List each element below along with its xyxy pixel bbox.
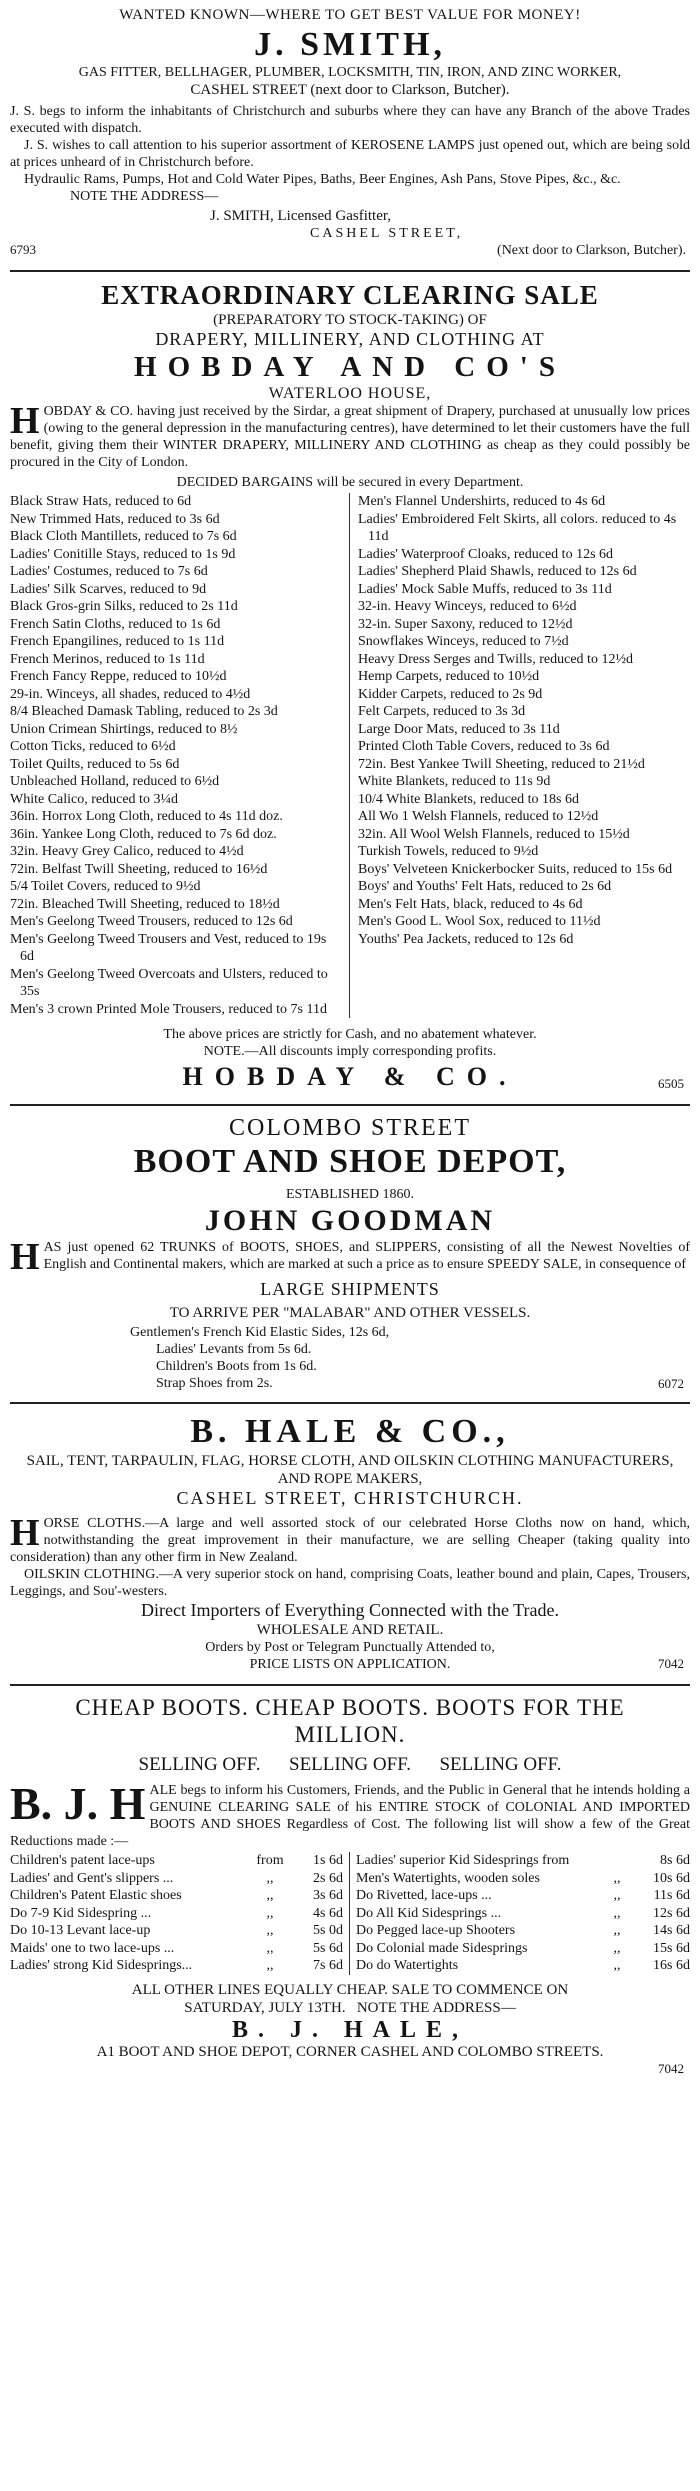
price-item: 29-in. Winceys, all shades, reduced to 4½d [10, 686, 251, 702]
price-row [10, 1905, 343, 1923]
price-item: Felt Carpets, reduced to 3s 3d [358, 704, 526, 719]
hobday-name: HOBDAY AND CO'S [134, 351, 566, 383]
goodman-item: Gentlemen's French Kid Elastic Sides, 12s 6d, [130, 1325, 390, 1340]
price-item: Ladies' Costumes, reduced to 7s 6d [10, 564, 208, 579]
cheap-footer3: B. J. HALE, [231, 2016, 469, 2043]
cheap-heading1: CHEAP BOOTS. CHEAP BOOTS. BOOTS FOR THE [75, 1695, 625, 1720]
price-item: French Merinos, reduced to 1s 11d [10, 651, 205, 667]
price-item: 72in. Bleached Twill Sheeting, reduced to 18½d [10, 896, 280, 912]
item-price: 12s 6d [653, 1905, 690, 1921]
price-item: Snowflakes Winceys, reduced to 7½d [358, 634, 569, 649]
price-item: Printed Cloth Table Covers, reduced to 3s 6d [358, 739, 610, 754]
smith-headline: WANTED KNOWN—WHERE TO GET BEST VALUE FOR MONEY! [119, 7, 581, 23]
item-name: Ladies' strong Kid Sidesprings... [10, 1958, 193, 1973]
hobday-title: EXTRAORDINARY CLEARING SALE [101, 280, 599, 310]
price-item: 8/4 Bleached Damask Tabling, reduced to 2s 3d [10, 704, 278, 719]
price-row [10, 1852, 343, 1870]
item-from: ,, [613, 1870, 621, 1886]
smith-body2: J. S. wishes to call attention to his superior assortment of KEROSENE LAMPS just opened out, which are being sold at prices unheard of in Christchurch before. [10, 138, 690, 170]
price-item: Ladies' Shepherd Plaid Shawls, reduced to 12s 6d [358, 564, 637, 579]
price-row [356, 1922, 690, 1940]
item-name: Children's patent lace-ups [10, 1853, 155, 1868]
hale-trades: SAIL, TENT, TARPAULIN, FLAG, HORSE CLOTH, AND OILSKIN CLOTHING MANUFACTURERS, AND ROPE MAKERS, [26, 1453, 674, 1487]
price-item: Union Crimean Shirtings, reduced to 8½ [10, 721, 238, 737]
price-item: Men's Geelong Tweed Trousers and Vest, reduced to 19s 6d [10, 931, 327, 964]
price-item: 32-in. Super Saxony, reduced to 12½d [358, 616, 573, 632]
item-name: Do Pegged lace-up Shooters [356, 1923, 516, 1938]
goodman-body [10, 1236, 690, 1278]
price-item: Men's Geelong Tweed Overcoats and Ulsters, reduced to 35s [10, 966, 328, 999]
smith-body3: Hydraulic Rams, Pumps, Hot and Cold Water Pipes, Baths, Beer Engines, Ash Pans, Stove Pipes, &c., &c. [24, 172, 621, 187]
item-from: from [256, 1853, 284, 1868]
item-price: 1s 6d [313, 1853, 343, 1868]
price-row [356, 1940, 690, 1958]
item-price: 11s 6d [653, 1888, 690, 1903]
smith-body1: J. S. begs to inform the inhabitants of Christchurch and suburbs where they can have any Branch of the above Trades executed with dispatch. [10, 104, 690, 136]
hobday-decided: DECIDED BARGAINS will be secured in every Department. [176, 475, 524, 490]
cheap-left-column [10, 1852, 350, 1975]
goodman-body-text: AS just opened 62 TRUNKS of BOOTS, SHOES, and SLIPPERS, consisting of all the Newest Novelties of English and Continental makers, which are marked at such a price as to ensure SPEEDY SALE, in consequence of [43, 1240, 690, 1272]
item-from: ,, [613, 1888, 621, 1903]
price-item: 32in. All Wool Welsh Flannels, reduced to 15½d [358, 826, 630, 842]
price-item: Men's Flannel Undershirts, reduced to 4s 6d [358, 494, 606, 509]
goodman-item: Strap Shoes from 2s. [156, 1376, 273, 1391]
cheap-price-table [10, 1852, 690, 1975]
cheap-code: 7042 [658, 2060, 684, 2076]
item-from: ,, [266, 1870, 274, 1886]
hobday-ad [10, 280, 690, 1094]
item-price: 5s 0d [313, 1923, 343, 1938]
price-item: Black Cloth Mantillets, reduced to 7s 6d [10, 529, 237, 544]
item-from: ,, [266, 1923, 274, 1938]
item-from: ,, [613, 1923, 621, 1938]
hobday-body [10, 400, 690, 471]
hobday-right-column [350, 493, 690, 1018]
price-item: Men's Geelong Tweed Trousers, reduced to 12s 6d [10, 914, 293, 929]
price-item: Ladies' Conitille Stays, reduced to 1s 9d [10, 546, 236, 562]
item-price: 4s 6d [313, 1905, 343, 1921]
price-row [10, 1940, 343, 1958]
price-item: Cotton Ticks, reduced to 6½d [10, 739, 176, 754]
item-price: 3s 6d [313, 1888, 343, 1903]
hobday-house: WATERLOO HOUSE, [268, 385, 432, 402]
dropcap-initials: B. J. H [10, 1778, 146, 1829]
price-item: Boys' Velveteen Knickerbocker Suits, reduced to 15s 6d [358, 861, 673, 877]
goodman-arrive: TO ARRIVE PER "MALABAR" AND OTHER VESSELS. [169, 1305, 531, 1321]
divider [10, 1104, 690, 1106]
goodman-title: BOOT AND SHOE DEPOT, [133, 1143, 567, 1180]
item-from: ,, [613, 1905, 621, 1921]
item-name: Do All Kid Sidesprings ... [356, 1905, 502, 1921]
item-price: 2s 6d [313, 1870, 343, 1886]
hale-price: PRICE LISTS ON APPLICATION. [249, 1657, 451, 1672]
dropcap-h: H [10, 1236, 40, 1278]
price-item: Turkish Towels, reduced to 9½d [358, 844, 539, 859]
price-item: White Calico, reduced to 3¼d [10, 791, 178, 807]
price-item: 36in. Yankee Long Cloth, reduced to 7s 6d doz. [10, 826, 277, 842]
price-item: Boys' and Youths' Felt Hats, reduced to 2s 6d [358, 879, 612, 894]
hale-orders: Orders by Post or Telegram Punctually Attended to, [205, 1640, 495, 1655]
goodman-shipments: LARGE SHIPMENTS [260, 1279, 440, 1299]
cheap-selling: SELLING OFF. SELLING OFF. SELLING OFF. [138, 1754, 562, 1775]
price-item: Large Door Mats, reduced to 3s 11d [358, 721, 560, 737]
item-from: ,, [613, 1940, 621, 1956]
price-item: French Satin Cloths, reduced to 1s 6d [10, 616, 221, 632]
hale-wholesale: WHOLESALE AND RETAIL. [256, 1622, 444, 1638]
hale-body1-text: ORSE CLOTHS.—A large and well assorted stock of our celebrated Horse Cloths now on hand, which, notwithstanding the great improvement in their manufacture, we are selling Cheaper (taking quality into consideration) than any other firm in New Zealand. [10, 1516, 690, 1565]
price-item: Youths' Pea Jackets, reduced to 12s 6d [358, 931, 574, 947]
hobday-footer: HOBDAY & CO. [182, 1062, 518, 1091]
goodman-item: Ladies' Levants from 5s 6d. [156, 1342, 312, 1357]
price-row [10, 1922, 343, 1940]
price-item: 36in. Horrox Long Cloth, reduced to 4s 11d doz. [10, 809, 283, 824]
price-row [356, 1957, 690, 1975]
item-price: 8s 6d [660, 1853, 690, 1868]
price-item: Ladies' Embroidered Felt Skirts, all colors. reduced to 4s 11d [358, 511, 677, 544]
hobday-note: NOTE.—All discounts imply corresponding profits. [203, 1044, 497, 1059]
price-item: French Fancy Reppe, reduced to 10½d [10, 669, 227, 684]
goodman-name: JOHN GOODMAN [204, 1204, 496, 1237]
smith-location: CASHEL STREET (next door to Clarkson, Butcher). [190, 82, 510, 98]
price-row [10, 1887, 343, 1905]
divider [10, 270, 690, 272]
smith-code: 6793 [10, 242, 36, 257]
goodman-ad [10, 1114, 690, 1392]
item-from [590, 1852, 644, 1870]
cheap-footer4: A1 BOOT AND SHOE DEPOT, CORNER CASHEL AND COLOMBO STREETS. [96, 2043, 604, 2060]
item-name: Do 7-9 Kid Sidespring ... [10, 1905, 152, 1921]
item-name: Do Colonial made Sidesprings [356, 1940, 528, 1956]
price-item: 32-in. Heavy Winceys, reduced to 6½d [358, 599, 577, 614]
item-name: Ladies' and Gent's slippers ... [10, 1870, 174, 1886]
goodman-est: ESTABLISHED 1860. [286, 1187, 414, 1202]
hobday-price-columns [10, 493, 690, 1018]
price-item: Toilet Quilts, reduced to 5s 6d [10, 756, 180, 772]
hale-name: B. HALE & CO., [190, 1413, 510, 1450]
price-item: Unbleached Holland, reduced to 6½d [10, 774, 220, 789]
item-price: 10s 6d [653, 1870, 690, 1886]
price-item: Men's 3 crown Printed Mole Trousers, reduced to 7s 11d [10, 1001, 327, 1017]
smith-sig-next: (Next door to Clarkson, Butcher). [497, 243, 686, 258]
price-row [356, 1905, 690, 1923]
price-item: Men's Felt Hats, black, reduced to 4s 6d [358, 896, 583, 912]
price-item: Ladies' Silk Scarves, reduced to 9d [10, 581, 207, 597]
item-name: Men's Watertights, wooden soles [356, 1870, 540, 1886]
dropcap-h: H [10, 1512, 40, 1554]
price-item: 5/4 Toilet Covers, reduced to 9½d [10, 879, 201, 894]
item-price: 7s 6d [313, 1958, 343, 1973]
price-item: French Epangilines, reduced to 1s 11d [10, 634, 225, 649]
item-name: Do 10-13 Levant lace-up [10, 1923, 151, 1938]
item-from: ,, [613, 1958, 621, 1973]
item-name: Ladies' superior Kid Sidesprings from [356, 1853, 570, 1868]
smith-sig: J. SMITH, Licensed Gasfitter, [210, 208, 392, 224]
price-item: Kidder Carpets, reduced to 2s 9d [358, 686, 543, 702]
price-item: White Blankets, reduced to 11s 9d [358, 774, 551, 789]
divider [10, 1402, 690, 1404]
price-item: Black Straw Hats, reduced to 6d [10, 494, 192, 509]
item-price: 5s 6d [313, 1940, 343, 1956]
price-item: 32in. Heavy Grey Calico, reduced to 4½d [10, 844, 244, 859]
price-item: 72in. Belfast Twill Sheeting, reduced to 16½d [10, 861, 268, 877]
hale-street: CASHEL STREET, CHRISTCHURCH. [176, 1488, 524, 1508]
price-item: 10/4 White Blankets, reduced to 18s 6d [358, 791, 579, 807]
smith-trades: GAS FITTER, BELLHAGER, PLUMBER, LOCKSMITH, TIN, IRON, AND ZINC WORKER, [78, 65, 622, 80]
goodman-code: 6072 [658, 1376, 684, 1391]
price-item: Ladies' Mock Sable Muffs, reduced to 3s 11d [358, 581, 612, 597]
item-price: 14s 6d [653, 1923, 690, 1938]
hale-body2: OILSKIN CLOTHING.—A very superior stock on hand, comprising Coats, leather bound and plain, Capes, Trousers, Leggings, and Sou'-westers. [10, 1567, 690, 1599]
cheap-intro-text: ALE begs to inform his Customers, Friends, and the Public in General that he intends holding a GENUINE CLEARING SALE of his ENTIRE STOCK of COLONIAL AND IMPORTED BOOTS AND SHOES Regardless of Cost. The following list will show a few of the Great Reductions made :— [10, 1783, 690, 1849]
price-row [356, 1852, 690, 1870]
goodman-street: COLOMBO STREET [228, 1115, 471, 1141]
cheap-heading2: MILLION. [294, 1722, 406, 1747]
divider [10, 1684, 690, 1686]
item-price: 15s 6d [653, 1940, 690, 1956]
cheap-right-column [350, 1852, 690, 1975]
hobday-sub1: (PREPARATORY TO STOCK-TAKING) OF [213, 312, 487, 328]
hale-ad [10, 1412, 690, 1674]
price-item: Men's Good L. Wool Sox, reduced to 11½d [358, 914, 601, 929]
price-item: Heavy Dress Serges and Twills, reduced to 12½d [358, 651, 633, 667]
hobday-body-text: OBDAY & CO. having just received by the Sirdar, a great shipment of Drapery, purchased at unusually low prices (owing to the general depression in the manufacturing centres), have determined to let their customers have the full benefit, giving them their WINTER DRAPERY, MILLINERY AND CLOTHING as cheap as they could possibly be procured in the City of London. [10, 404, 690, 470]
hobday-cash: The above prices are strictly for Cash, and no abatement whatever. [163, 1027, 537, 1042]
price-item: New Trimmed Hats, reduced to 3s 6d [10, 511, 220, 527]
item-name: Do do Watertights [356, 1958, 459, 1973]
cheap-footer1: ALL OTHER LINES EQUALLY CHEAP. SALE TO COMMENCE ON [131, 1981, 569, 1998]
price-row [356, 1887, 690, 1905]
item-name: Maids' one to two lace-ups ... [10, 1940, 175, 1956]
price-item: Hemp Carpets, reduced to 10½d [358, 669, 540, 684]
cheap-footer2: SATURDAY, JULY 13TH. NOTE THE ADDRESS— [184, 1999, 516, 2016]
item-from: ,, [266, 1905, 274, 1921]
smith-note: NOTE THE ADDRESS— [70, 189, 219, 204]
item-price: 16s 6d [653, 1958, 690, 1973]
smith-sig-street: CASHEL STREET, [310, 226, 464, 241]
item-name: Do Rivetted, lace-ups ... [356, 1888, 492, 1903]
hobday-sub2: DRAPERY, MILLINERY, AND CLOTHING AT [155, 329, 545, 349]
price-row [10, 1870, 343, 1888]
price-row [356, 1870, 690, 1888]
goodman-item: Children's Boots from 1s 6d. [156, 1359, 317, 1374]
item-from: ,, [266, 1888, 274, 1903]
smith-ad [10, 6, 690, 260]
item-from: ,, [266, 1958, 274, 1973]
cheap-boots-ad [10, 1694, 690, 2077]
item-from: ,, [266, 1940, 274, 1956]
hale-body1 [10, 1512, 690, 1566]
item-name: Children's Patent Elastic shoes [10, 1888, 182, 1903]
smith-name: J. SMITH, [254, 26, 446, 63]
hale-importers: Direct Importers of Everything Connected with the Trade. [141, 1600, 559, 1620]
cheap-intro [10, 1778, 690, 1850]
price-item: 72in. Best Yankee Twill Sheeting, reduced to 21½d [358, 756, 645, 772]
hobday-left-column [10, 493, 350, 1018]
price-item: Ladies' Waterproof Cloaks, reduced to 12s 6d [358, 546, 614, 562]
price-item: All Wo 1 Welsh Flannels, reduced to 12½d [358, 809, 599, 824]
goodman-items [10, 1324, 690, 1392]
dropcap-h: H [10, 400, 40, 442]
hale-code: 7042 [658, 1656, 684, 1671]
price-row [10, 1957, 343, 1975]
hobday-code: 6505 [658, 1076, 684, 1091]
price-item: Black Gros-grin Silks, reduced to 2s 11d [10, 599, 238, 614]
